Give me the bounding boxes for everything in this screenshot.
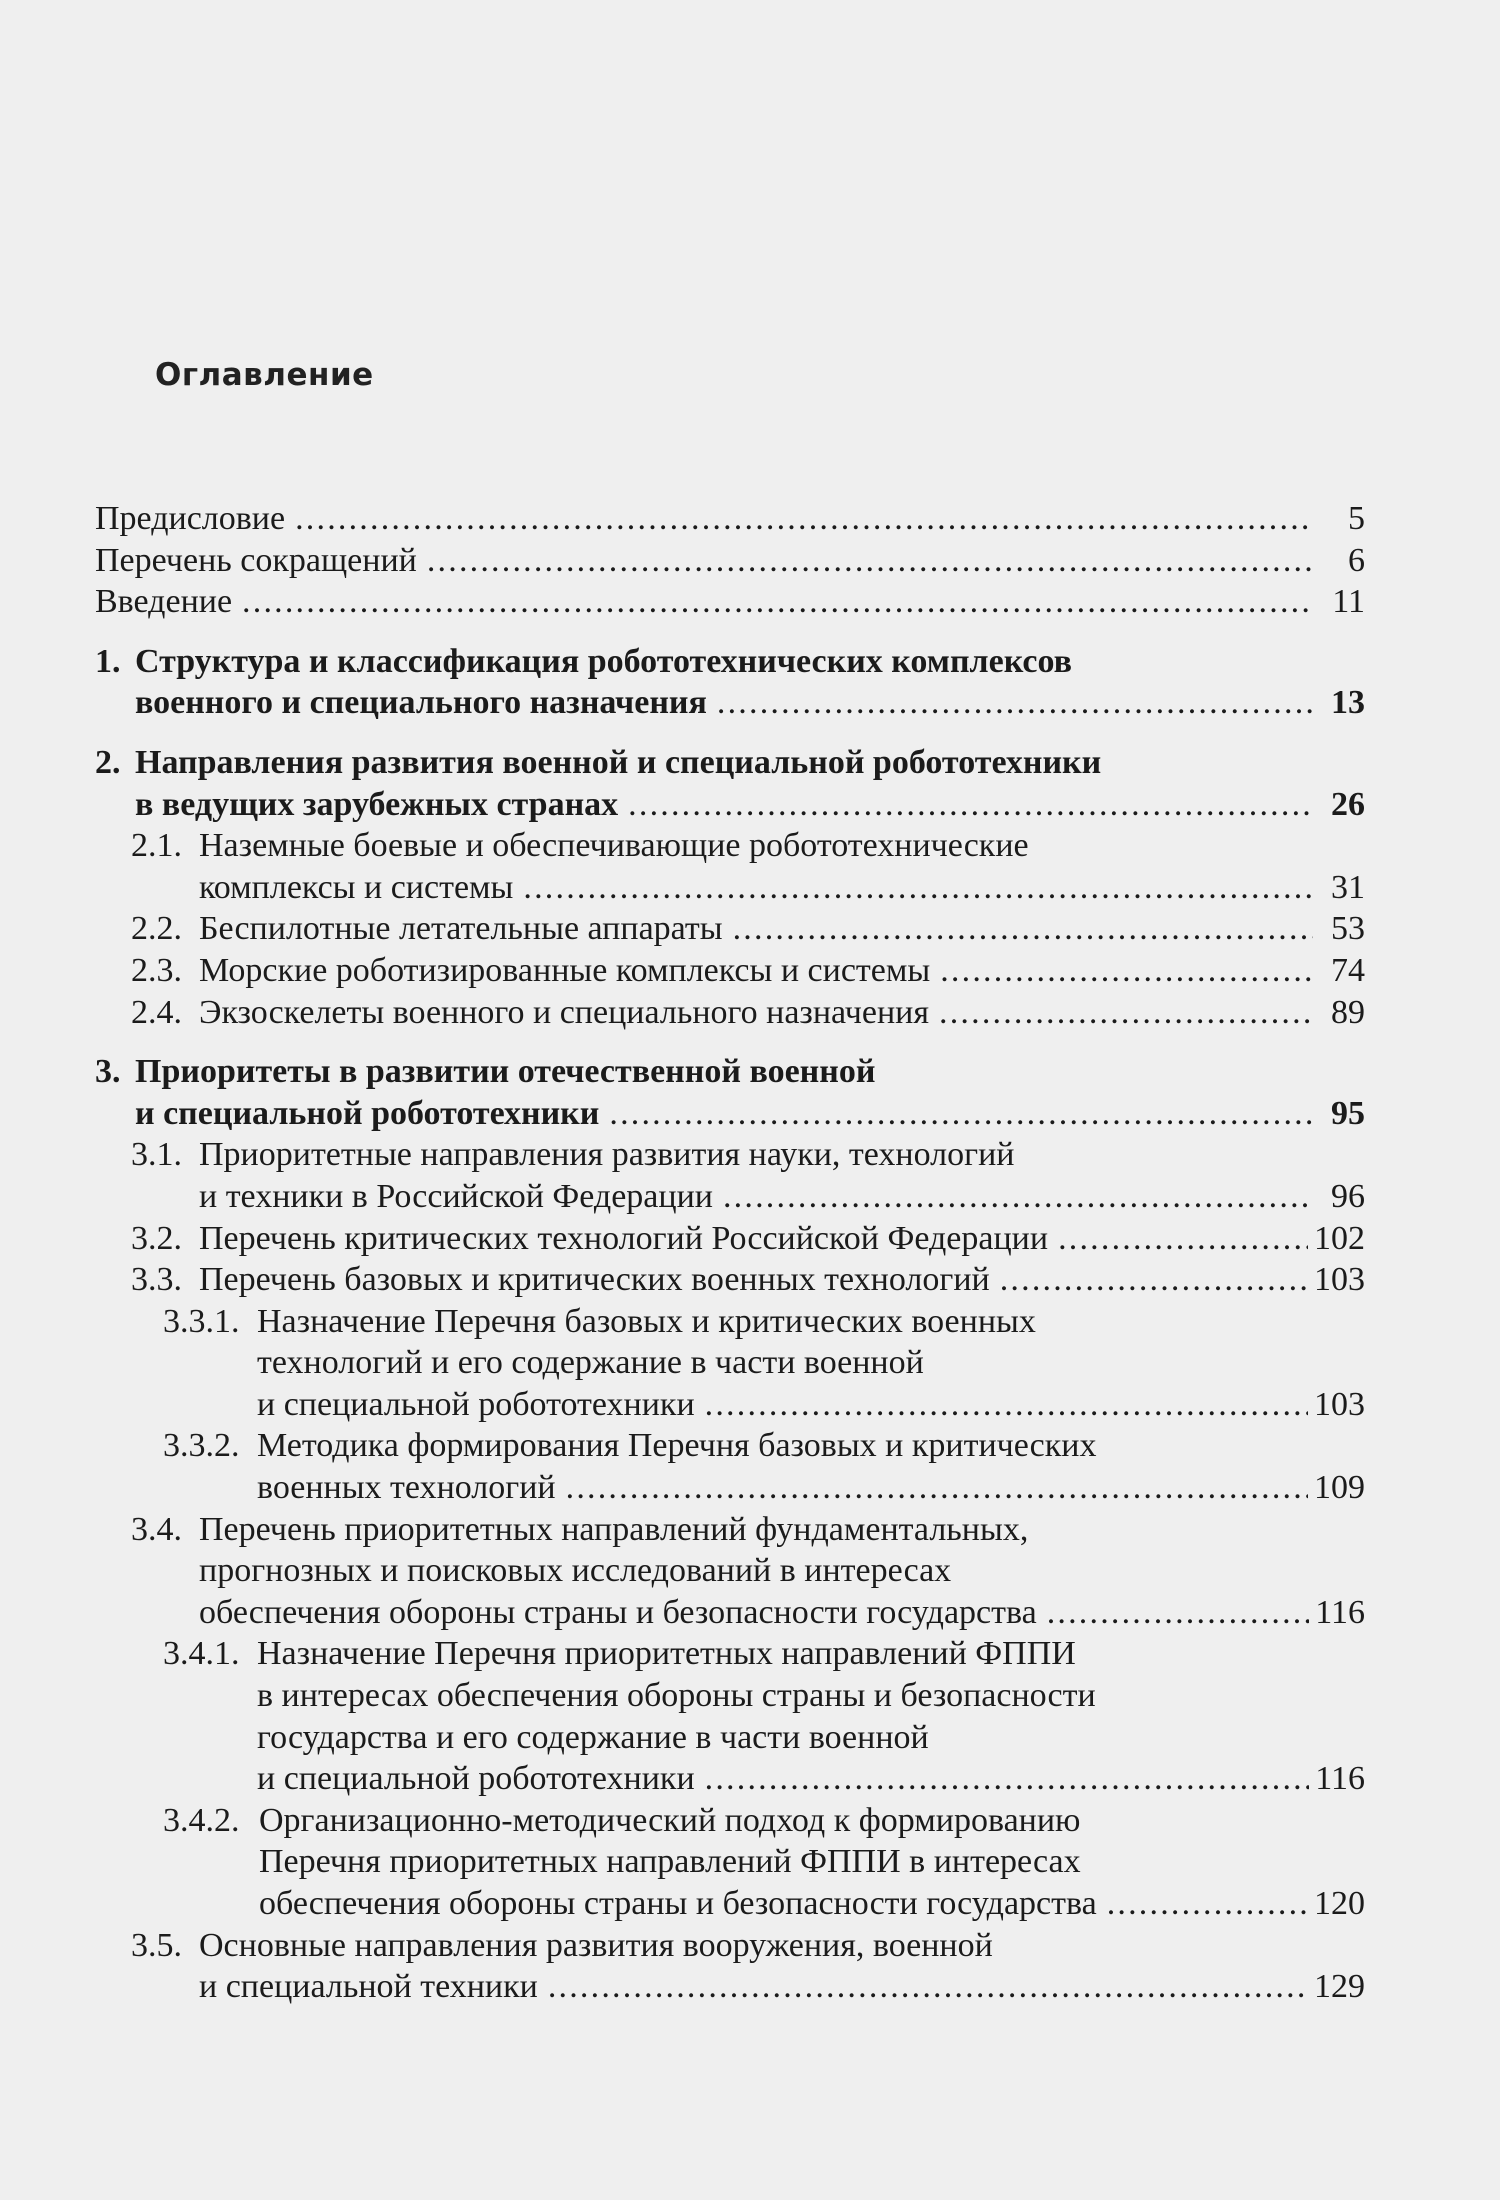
dot-leader: [1058, 1218, 1308, 1260]
toc-entry-number: 3.2.: [131, 1219, 182, 1257]
toc-entry-number: 2.3.: [131, 951, 182, 989]
toc-entry-title-line: и специальной робототехники: [135, 1094, 600, 1132]
dot-leader: [1000, 1259, 1308, 1301]
toc-entry-page-number: 96: [1331, 1177, 1365, 1215]
dot-leader: [609, 1093, 1313, 1135]
toc-entry-title-line: Морские роботизированные комплексы и системы: [199, 951, 931, 989]
toc-entry-title-line: Назначение Перечня базовых и критических военных: [257, 1302, 1036, 1340]
toc-entry[interactable]: [95, 1259, 1365, 1301]
toc-entry-title-line: Введение: [95, 583, 233, 621]
toc-entry-title-line: Перечень базовых и критических военных технологий: [199, 1261, 990, 1299]
dot-leader: [523, 867, 1313, 909]
toc-entry-title-line: в ведущих зарубежных странах: [135, 785, 619, 823]
toc-entry[interactable]: [95, 641, 1365, 724]
toc-entry-number: 3.1.: [131, 1136, 182, 1174]
toc-entry-title-line: и специальной техники: [199, 1968, 538, 2006]
toc-entry-page-number: 103: [1314, 1385, 1365, 1423]
dot-leader: [733, 908, 1313, 950]
toc-entry-page-number: 5: [1348, 500, 1365, 537]
toc-entry[interactable]: [95, 908, 1365, 950]
toc-entry-title-line: технологий и его содержание в части военной: [257, 1344, 924, 1382]
toc-entry-title-line: и специальной робототехники: [257, 1385, 695, 1423]
toc-entry-title-line: Перечень сокращений: [95, 541, 417, 579]
toc-entry-number: 3.4.: [131, 1510, 182, 1548]
toc-entry-page-number: 6: [1348, 541, 1365, 579]
toc-entry-number: 3.3.2.: [163, 1427, 240, 1465]
toc-entry-number: 2.2.: [131, 910, 182, 948]
dot-leader: [1047, 1592, 1310, 1634]
dot-leader: [427, 540, 1313, 582]
toc-entry[interactable]: [95, 1425, 1365, 1508]
toc-entry-title-line: Предисловие: [95, 500, 286, 537]
toc-entry-title-line: Назначение Перечня приоритетных направлений ФППИ: [257, 1635, 1076, 1673]
toc-entry-number: 2.1.: [131, 827, 182, 865]
toc-entry-title-line: военного и специального назначения: [135, 684, 707, 722]
toc-entry-title-line: обеспечения обороны страны и безопасности государства: [259, 1885, 1097, 1922]
toc-entry-title-line: комплексы и системы: [199, 868, 514, 906]
toc-entry-title-line: прогнозных и поисковых исследований в интересах: [199, 1552, 952, 1590]
dot-leader: [723, 1176, 1313, 1218]
toc-entry-page-number: 102: [1314, 1219, 1365, 1257]
toc-entry-page-number: 74: [1331, 951, 1365, 989]
toc-entry[interactable]: [95, 540, 1365, 582]
toc-entry-number: 3.3.: [131, 1261, 182, 1299]
toc-entry-number: 2.: [95, 743, 121, 781]
dot-leader: [717, 682, 1313, 724]
toc-entry-title-line: и техники в Российской Федерации: [199, 1177, 713, 1215]
toc-entry-page-number: 129: [1314, 1968, 1365, 2006]
toc-entry-number: 3.3.1.: [163, 1302, 240, 1340]
toc-entry-page-number: 95: [1331, 1094, 1365, 1132]
dot-leader: [705, 1384, 1308, 1426]
toc-entry[interactable]: [95, 742, 1365, 825]
toc-entry[interactable]: [95, 1218, 1365, 1260]
toc-entry-title-line: обеспечения обороны страны и безопасности государства: [199, 1593, 1037, 1631]
table-of-contents: [95, 498, 1365, 2008]
page-title: Оглавление: [155, 357, 374, 393]
toc-entry-title-line: Структура и классификация робототехнических комплексов: [135, 642, 1073, 680]
toc-entry-title-line: Беспилотные летательные аппараты: [199, 910, 723, 948]
toc-entry-title-line: Организационно-методический подход к формированию: [259, 1801, 1081, 1839]
toc-entry-number: 3.4.1.: [163, 1635, 240, 1673]
toc-entry-page-number: 53: [1331, 910, 1365, 948]
dot-leader: [1107, 1883, 1308, 1925]
toc-entry-title-line: Перечень приоритетных направлений фундаментальных,: [199, 1510, 1029, 1548]
toc-entry[interactable]: [95, 1633, 1365, 1799]
toc-entry-title-line: Экзоскелеты военного и специального назначения: [199, 993, 930, 1031]
toc-entry[interactable]: [95, 1051, 1365, 1134]
toc-entry-number: 2.4.: [131, 993, 182, 1031]
toc-entry[interactable]: [95, 1925, 1365, 2008]
dot-leader: [242, 581, 1313, 623]
toc-entry-title-line: Методика формирования Перечня базовых и критических: [257, 1427, 1097, 1465]
dot-leader: [628, 784, 1313, 826]
toc-entry-title-line: Перечень критических технологий Российской Федерации: [199, 1219, 1049, 1257]
dot-leader: [295, 498, 1313, 540]
toc-entry[interactable]: [95, 1134, 1365, 1217]
dot-leader: [940, 950, 1313, 992]
toc-entry-page-number: 116: [1315, 1593, 1365, 1631]
toc-entry-title-line: Приоритетные направления развития науки, технологий: [199, 1136, 1015, 1174]
toc-entry[interactable]: [95, 1800, 1365, 1925]
dot-leader: [548, 1966, 1308, 2008]
toc-entry-page-number: 11: [1332, 583, 1365, 621]
toc-entry-number: 1.: [95, 642, 121, 680]
toc-entry-page-number: 103: [1314, 1261, 1365, 1299]
toc-entry-title-line: Наземные боевые и обеспечивающие робототехнические: [199, 827, 1029, 865]
toc-entry[interactable]: [95, 950, 1365, 992]
toc-entry-title-line: Основные направления развития вооружения, военной: [199, 1926, 993, 1964]
toc-entry-title-line: Приоритеты в развитии отечественной военной: [135, 1053, 876, 1091]
toc-entry-title-line: и специальной робототехники: [257, 1760, 695, 1798]
toc-entry-title-line: Перечня приоритетных направлений ФППИ в интересах: [259, 1843, 1081, 1881]
toc-entry-page-number: 31: [1331, 868, 1365, 906]
toc-entry-page-number: 120: [1314, 1885, 1365, 1922]
toc-entry-title-line: в интересах обеспечения обороны страны и безопасности: [257, 1677, 1096, 1715]
toc-entry[interactable]: [95, 992, 1365, 1034]
toc-entry-title-line: государства и его содержание в части военной: [257, 1718, 929, 1756]
toc-entry-page-number: 26: [1331, 785, 1365, 823]
toc-entry-number: 3.5.: [131, 1926, 182, 1964]
toc-entry-page-number: 109: [1314, 1469, 1365, 1507]
dot-leader: [939, 992, 1313, 1034]
toc-entry[interactable]: [95, 498, 1365, 540]
toc-entry[interactable]: [95, 825, 1365, 908]
toc-entry-title-line: военных технологий: [257, 1469, 556, 1507]
toc-entry-number: 3.: [95, 1053, 121, 1091]
toc-entry-title-line: Направления развития военной и специальной робототехники: [135, 743, 1102, 781]
toc-entry[interactable]: [95, 581, 1365, 623]
toc-entry-page-number: 116: [1315, 1760, 1365, 1798]
toc-entry[interactable]: [95, 1301, 1365, 1426]
toc-entry-number: 3.4.2.: [163, 1801, 240, 1839]
toc-entry-page-number: 13: [1331, 684, 1365, 722]
toc-entry[interactable]: [95, 1509, 1365, 1634]
toc-entry-page-number: 89: [1331, 993, 1365, 1031]
dot-leader: [705, 1758, 1310, 1800]
dot-leader: [566, 1467, 1308, 1509]
